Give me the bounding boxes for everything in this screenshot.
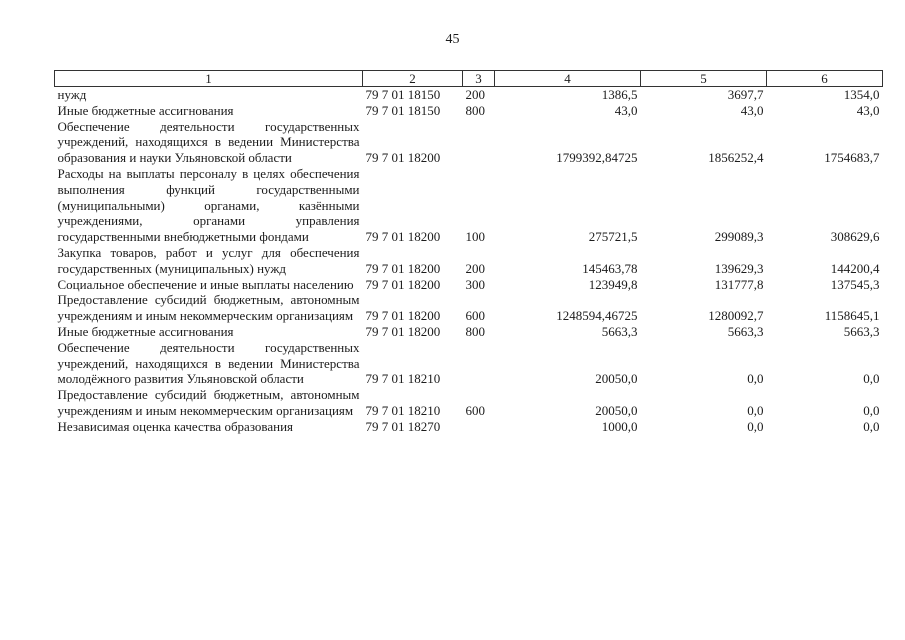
amount-column-4: 275721,5: [588, 229, 638, 245]
amount-column-4: 43,0: [614, 102, 638, 118]
column-header-4: 4: [495, 71, 641, 87]
expense-name: Закупка товаров, работ и услуг для обеспечения государственных (муниципальных) нужд: [57, 244, 360, 276]
amount-column-6: 1354,0: [843, 87, 880, 102]
expense-type-code: 300: [465, 276, 485, 292]
expense-type-code: [463, 119, 495, 166]
target-article-code: 79 7 01 18210: [365, 371, 441, 387]
target-article-code: 79 7 01 18150: [365, 87, 441, 102]
expense-type-code: 200: [465, 87, 485, 102]
column-number-header-row: [55, 71, 883, 87]
expense-type-code: [463, 419, 495, 435]
expense-name: Предоставление субсидий бюджетным, автономным учреждениям и иным некоммерческим организациям: [57, 292, 360, 324]
amount-column-6: 0,0: [863, 371, 880, 387]
target-article-code: 79 7 01 18150: [365, 102, 441, 118]
table-row: [55, 292, 883, 324]
amount-column-4: 1386,5: [601, 87, 638, 102]
expense-name: Социальное обеспечение и иные выплаты населению: [57, 276, 354, 292]
table-row: [55, 119, 883, 166]
target-article-code: 79 7 01 18210: [365, 402, 441, 418]
table-row: [55, 277, 883, 293]
amount-column-6: 43,0: [856, 102, 880, 118]
table-row: [55, 324, 883, 340]
expense-type-code: 100: [465, 229, 485, 245]
expense-name: Независимая оценка качества образования: [57, 418, 294, 434]
amount-column-5: 43,0: [740, 102, 764, 118]
expense-name: Обеспечение деятельности государственных учреждений, находящихся в ведении Министерства образования и науки Ульяновской области: [57, 118, 360, 166]
amount-column-4: 20050,0: [595, 402, 638, 418]
target-article-code: 79 7 01 18200: [365, 229, 441, 245]
amount-column-4: 1000,0: [601, 418, 638, 434]
amount-column-5: 0,0: [747, 402, 764, 418]
amount-column-5: 0,0: [747, 418, 764, 434]
table-row: [55, 166, 883, 245]
table-row: [55, 87, 883, 103]
expense-type-code: 800: [465, 102, 485, 118]
amount-column-5: 139629,3: [714, 260, 764, 276]
column-header-1: 1: [55, 71, 363, 87]
amount-column-4: 5663,3: [601, 323, 638, 339]
amount-column-4: 123949,8: [588, 276, 638, 292]
amount-column-6: 308629,6: [830, 229, 880, 245]
table-row: [55, 340, 883, 387]
page-number: 45: [445, 32, 460, 47]
expense-type-code: 600: [465, 402, 485, 418]
table-row: [55, 387, 883, 419]
target-article-code: 79 7 01 18200: [365, 260, 441, 276]
column-header-2: 2: [363, 71, 463, 87]
amount-column-6: 5663,3: [843, 323, 880, 339]
amount-column-5: 0,0: [747, 371, 764, 387]
expense-name: Предоставление субсидий бюджетным, автономным учреждениям и иным некоммерческим организациям: [57, 387, 360, 418]
amount-column-5: 5663,3: [727, 323, 764, 339]
target-article-code: 79 7 01 18200: [365, 323, 441, 339]
amount-column-5: 299089,3: [714, 229, 764, 245]
target-article-code: 79 7 01 18200: [365, 308, 441, 324]
column-header-5: 5: [641, 71, 767, 87]
amount-column-5: 3697,7: [727, 87, 764, 102]
amount-column-4: 1799392,84725: [556, 150, 638, 166]
amount-column-5: 1856252,4: [708, 150, 764, 166]
expense-type-code: 200: [465, 260, 485, 276]
amount-column-4: 20050,0: [595, 371, 638, 387]
amount-column-4: 1248594,46725: [556, 308, 638, 324]
expense-type-code: [463, 340, 495, 387]
table-row: [55, 419, 883, 435]
target-article-code: 79 7 01 18270: [365, 418, 441, 434]
amount-column-5: 1280092,7: [708, 308, 764, 324]
amount-column-6: 0,0: [863, 402, 880, 418]
expense-name: Расходы на выплаты персоналу в целях обеспечения выполнения функций государственными (муниципальными) органами, казёнными учреждениями, органами управления государственными внебюджетными фондами: [57, 165, 360, 245]
amount-column-6: 0,0: [863, 418, 880, 434]
budget-table: [54, 70, 883, 435]
amount-column-6: 137545,3: [830, 276, 880, 292]
amount-column-5: 131777,8: [714, 276, 764, 292]
column-header-6: 6: [767, 71, 883, 87]
expense-name: Иные бюджетные ассигнования: [57, 102, 234, 118]
table-row: [55, 245, 883, 277]
target-article-code: 79 7 01 18200: [365, 276, 441, 292]
expense-name: Иные бюджетные ассигнования: [57, 323, 234, 339]
amount-column-6: 144200,4: [830, 260, 880, 276]
expense-type-code: 800: [465, 323, 485, 339]
expense-name: нужд: [57, 87, 87, 102]
table-row: [55, 103, 883, 119]
amount-column-6: 1158645,1: [824, 308, 880, 324]
expense-type-code: 600: [465, 308, 485, 324]
amount-column-6: 1754683,7: [824, 150, 880, 166]
amount-column-4: 145463,78: [582, 260, 638, 276]
expense-name: Обеспечение деятельности государственных учреждений, находящихся в ведении Министерства молодёжного развития Ульяновской области: [57, 339, 360, 387]
target-article-code: 79 7 01 18200: [365, 150, 441, 166]
column-header-3: 3: [463, 71, 495, 87]
